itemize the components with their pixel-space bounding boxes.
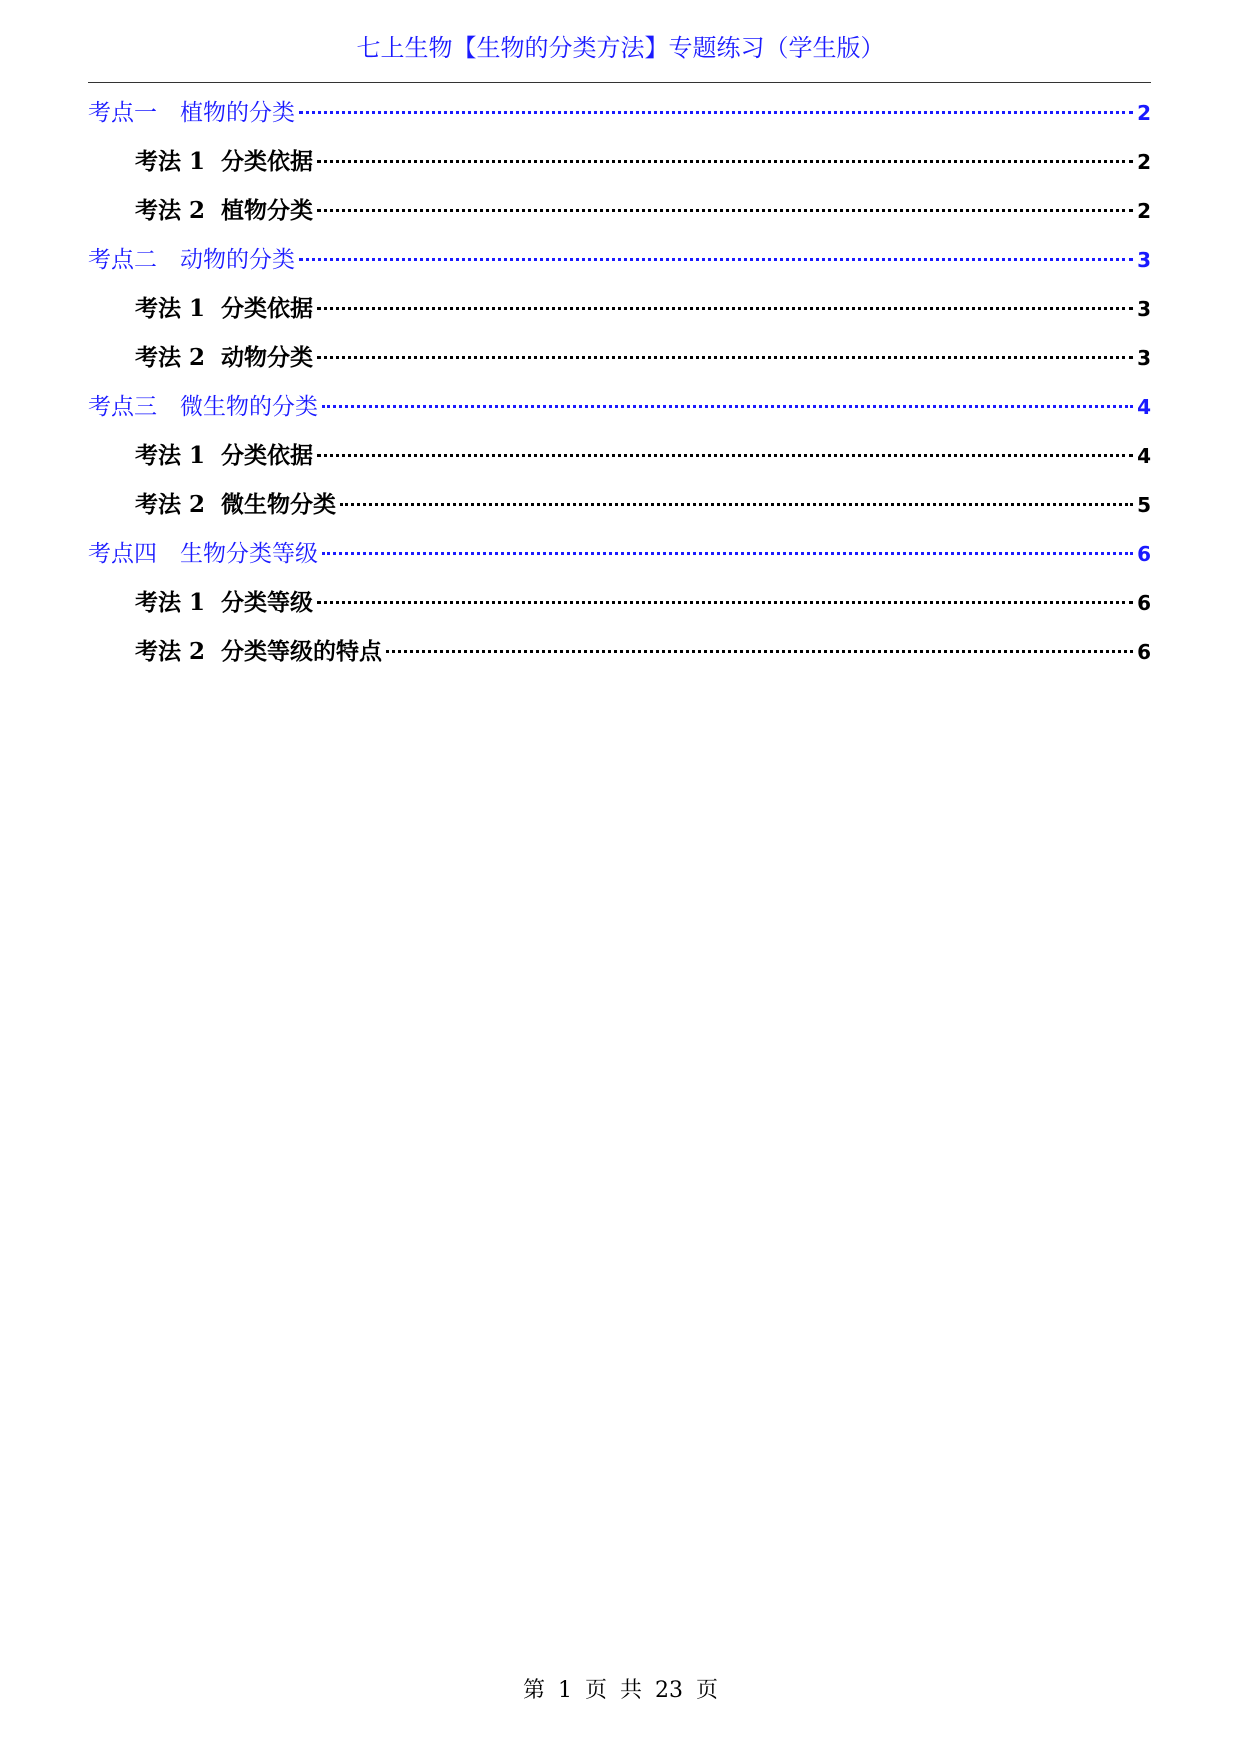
toc-dot-leader: [317, 307, 1133, 310]
toc-entry-label: 考法 2 动物分类: [135, 344, 314, 371]
toc-entry-label: 考法 2 分类等级的特点: [135, 638, 383, 665]
toc-entry-kaofa[interactable]: [88, 438, 1151, 487]
toc-entry-kaofa[interactable]: [88, 193, 1151, 242]
toc-dot-leader: [299, 258, 1133, 261]
toc-page-number: 6: [1137, 542, 1151, 566]
toc-page-number: 3: [1137, 297, 1151, 321]
document-title: 七上生物【生物的分类方法】专题练习（学生版）: [356, 34, 885, 62]
toc-page-number: 3: [1137, 248, 1151, 272]
header-divider: [88, 82, 1151, 83]
toc-entry-kaofa[interactable]: [88, 340, 1151, 389]
toc-dot-leader: [317, 601, 1133, 604]
toc-entry-kaofa[interactable]: [88, 634, 1151, 683]
toc-entry-kaodian-1[interactable]: [88, 95, 1151, 144]
toc-entry-label: 考法 1 分类依据: [135, 148, 314, 175]
table-of-contents: [88, 95, 1151, 683]
toc-entry-label: 考法 1 分类依据: [135, 295, 314, 322]
toc-page-number: 6: [1137, 591, 1151, 615]
toc-page-number: 6: [1137, 640, 1151, 664]
toc-entry-label: 考法 2 植物分类: [135, 197, 314, 224]
toc-page-number: 3: [1137, 346, 1151, 370]
page-indicator: 第 1 页 共 23 页: [523, 1678, 718, 1703]
toc-entry-kaofa[interactable]: [88, 291, 1151, 340]
toc-dot-leader: [317, 160, 1133, 163]
toc-page-number: 4: [1137, 395, 1151, 419]
toc-dot-leader: [322, 552, 1133, 555]
toc-entry-kaodian-4[interactable]: [88, 536, 1151, 585]
toc-entry-kaofa[interactable]: [88, 487, 1151, 536]
toc-page-number: 2: [1137, 150, 1151, 174]
toc-entry-kaodian-3[interactable]: [88, 389, 1151, 438]
toc-dot-leader: [299, 111, 1133, 114]
toc-entry-label: 考点四 生物分类等级: [88, 541, 318, 567]
toc-entry-label: 考法 2 微生物分类: [135, 491, 337, 518]
toc-dot-leader: [322, 405, 1133, 408]
toc-dot-leader: [340, 503, 1133, 506]
toc-entry-label: 考点二 动物的分类: [88, 247, 295, 273]
toc-page-number: 4: [1137, 444, 1151, 468]
toc-entry-label: 考法 1 分类依据: [135, 442, 314, 469]
toc-page-number: 2: [1137, 199, 1151, 223]
toc-dot-leader: [317, 454, 1133, 457]
toc-page-number: 2: [1137, 101, 1151, 125]
toc-dot-leader: [317, 356, 1133, 359]
toc-dot-leader: [386, 650, 1133, 653]
toc-entry-label: 考法 1 分类等级: [135, 589, 314, 616]
toc-entry-kaofa[interactable]: [88, 585, 1151, 634]
toc-dot-leader: [317, 209, 1133, 212]
toc-page-number: 5: [1137, 493, 1151, 517]
toc-entry-label: 考点三 微生物的分类: [88, 394, 318, 420]
toc-entry-label: 考点一 植物的分类: [88, 100, 295, 126]
toc-entry-kaofa[interactable]: [88, 144, 1151, 193]
toc-entry-kaodian-2[interactable]: [88, 242, 1151, 291]
